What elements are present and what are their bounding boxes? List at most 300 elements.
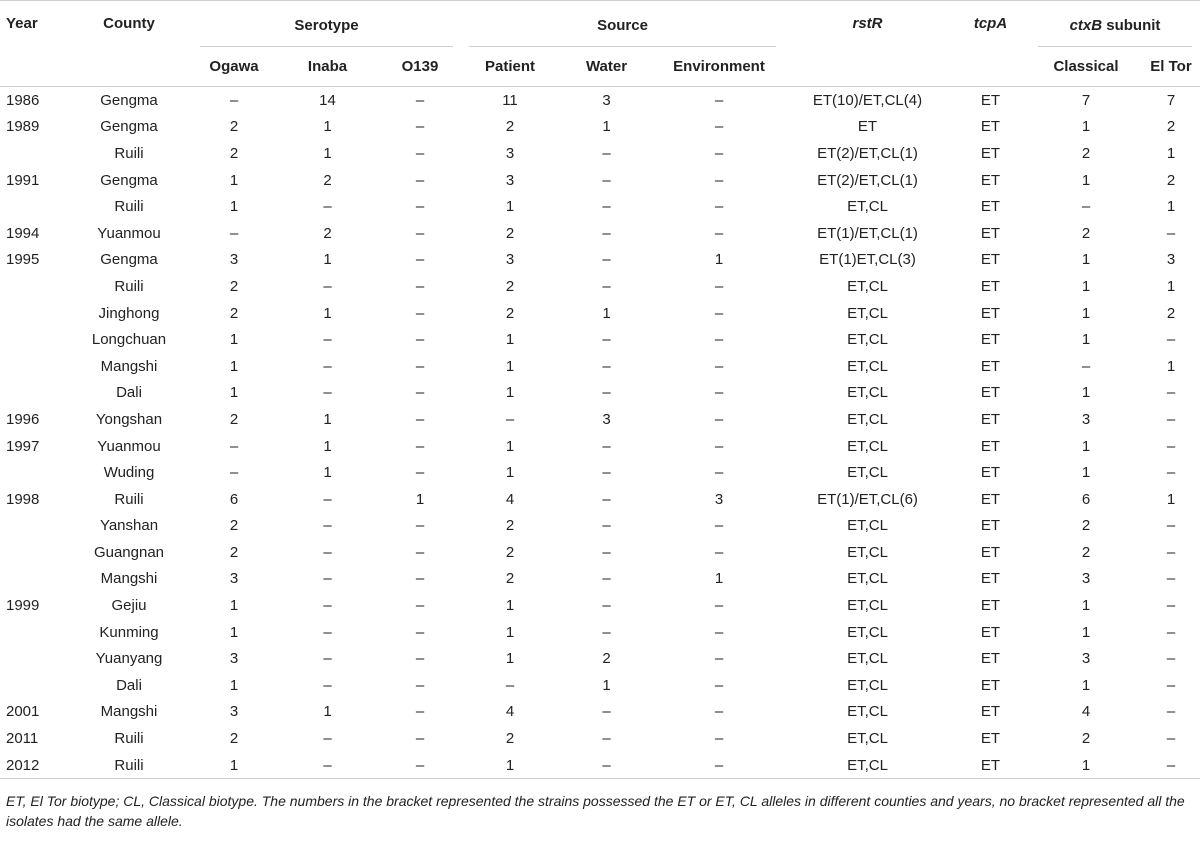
table-row xyxy=(0,699,1200,726)
cell-patient: 2 xyxy=(505,118,515,136)
cell-inaba: 1 xyxy=(323,118,332,136)
table-row xyxy=(0,752,1200,779)
cell-county: Gejiu xyxy=(111,597,147,615)
cell-o139: – xyxy=(415,144,425,162)
cell-o139: – xyxy=(379,752,461,779)
cell-tcpa: ET xyxy=(980,384,1001,402)
cell-county: Ruili xyxy=(66,752,192,779)
cell-ogawa: 2 xyxy=(229,144,239,162)
cell-water: – xyxy=(602,437,611,455)
cell-patient: 1 xyxy=(505,437,515,455)
cell-ctxb-classical: 3 xyxy=(1081,570,1091,588)
cell-o139: – xyxy=(415,650,425,668)
cell-patient: 11 xyxy=(502,91,518,109)
header-ctxb-gene: ctxB xyxy=(1069,16,1103,34)
cell-water: – xyxy=(602,730,611,748)
cell-inaba: 14 xyxy=(319,91,336,109)
cell-o139: – xyxy=(415,597,425,615)
table-row xyxy=(0,87,1200,114)
cell-tcpa: ET xyxy=(980,410,1001,428)
cell-water: – xyxy=(602,384,611,402)
table-row xyxy=(0,326,1200,353)
cell-tcpa: ET xyxy=(980,224,1001,242)
table-row xyxy=(0,539,1200,566)
cell-tcpa: ET xyxy=(980,331,1001,349)
cell-ogawa: 1 xyxy=(229,623,239,641)
cell-tcpa: ET xyxy=(980,517,1001,535)
cell-inaba: – xyxy=(323,650,332,668)
table-row xyxy=(0,193,1200,220)
cell-ctxb-eltor: – xyxy=(1166,623,1176,641)
cell-year xyxy=(0,353,66,380)
cell-inaba: 2 xyxy=(323,171,332,189)
cell-o139: – xyxy=(415,517,425,535)
cell-county: Ruili xyxy=(114,490,144,508)
cell-o139: – xyxy=(415,251,425,269)
cell-ctxb-classical: 2 xyxy=(1081,224,1091,242)
table-row xyxy=(0,433,1200,460)
cell-county: Yuanmou xyxy=(97,437,161,455)
cell-ctxb-eltor: 2 xyxy=(1166,171,1176,189)
cell-inaba: 1 xyxy=(323,437,332,455)
cell-inaba: 1 xyxy=(323,144,332,162)
cell-water: 1 xyxy=(602,304,611,322)
header-serotype-group xyxy=(192,5,461,47)
header-ctxb xyxy=(1038,6,1192,47)
cell-tcpa: ET xyxy=(980,357,1001,375)
cell-environment: – xyxy=(714,437,724,455)
cell-ctxb-classical: 3 xyxy=(1081,410,1091,428)
cell-inaba: – xyxy=(323,517,332,535)
cell-ctxb-classical: 1 xyxy=(1081,437,1091,455)
cell-o139: – xyxy=(415,171,425,189)
cell-patient: 3 xyxy=(505,144,515,162)
header-inaba: Inaba xyxy=(307,58,348,75)
cell-tcpa: ET xyxy=(980,118,1001,136)
cell-county: Longchuan xyxy=(91,331,167,349)
cell-rstr: ET,CL xyxy=(847,277,888,295)
cell-ctxb-eltor: – xyxy=(1166,464,1176,482)
cell-rstr: ET,CL xyxy=(847,517,888,535)
cell-environment: – xyxy=(714,357,724,375)
cell-environment: – xyxy=(714,384,724,402)
cell-ctxb-classical: 1 xyxy=(1081,623,1091,641)
cell-rstr: ET,CL xyxy=(847,703,888,721)
cell-ctxb-eltor: – xyxy=(1142,752,1200,779)
cell-ctxb-classical: – xyxy=(1081,198,1091,216)
cell-environment: – xyxy=(714,464,724,482)
table-footnote: ET, El Tor biotype; CL, Classical biotype. The numbers in the bracket represented the strains possessed the ET or ET, CL alleles in different counties and years, no bracket represented all the isolates had the same allele. xyxy=(6,793,1185,830)
cell-ogawa: – xyxy=(229,91,239,109)
cell-inaba: – xyxy=(323,277,332,295)
header-o139: O139 xyxy=(401,58,439,75)
cell-ctxb-eltor: – xyxy=(1166,703,1176,721)
cell-o139: – xyxy=(415,730,425,748)
cell-tcpa: ET xyxy=(951,752,1030,779)
cell-ctxb-eltor: – xyxy=(1166,437,1176,455)
cell-water: – xyxy=(602,543,611,561)
cell-water: – xyxy=(602,464,611,482)
cell-patient: 2 xyxy=(505,730,515,748)
header-ctxb-suffix: subunit xyxy=(1102,16,1161,34)
cell-inaba: – xyxy=(323,676,332,694)
cell-tcpa: ET xyxy=(980,171,1001,189)
cell-ogawa: 2 xyxy=(229,304,239,322)
cell-inaba: – xyxy=(323,490,332,508)
cell-ogawa: 2 xyxy=(229,118,239,136)
cell-ctxb-classical: 2 xyxy=(1081,730,1091,748)
cell-county: Gengma xyxy=(100,251,158,269)
cell-ctxb-eltor: – xyxy=(1166,597,1176,615)
cell-county: Yanshan xyxy=(99,517,159,535)
cell-county: Gengma xyxy=(100,171,158,189)
cell-rstr: ET,CL xyxy=(847,464,888,482)
cell-ctxb-classical: 1 xyxy=(1030,752,1142,779)
cell-ctxb-classical: 2 xyxy=(1081,144,1091,162)
cell-year: 1995 xyxy=(6,251,40,269)
cell-year: 2011 xyxy=(6,730,39,748)
cell-year xyxy=(0,273,66,300)
cell-ctxb-eltor: – xyxy=(1166,730,1176,748)
cell-o139: – xyxy=(415,384,425,402)
cell-ctxb-classical: 1 xyxy=(1081,277,1091,295)
cell-ogawa: – xyxy=(229,224,239,242)
cell-water: – xyxy=(602,623,611,641)
cell-ctxb-classical: 4 xyxy=(1081,703,1091,721)
cell-county: Ruili xyxy=(114,277,144,295)
cell-inaba: – xyxy=(323,357,332,375)
cell-inaba: 1 xyxy=(323,251,332,269)
cell-year xyxy=(0,300,66,327)
cell-year: 1994 xyxy=(6,224,40,242)
cell-patient: 1 xyxy=(505,198,515,216)
table-row xyxy=(0,247,1200,274)
cell-water: 3 xyxy=(602,410,611,428)
cell-ctxb-classical: 1 xyxy=(1081,597,1091,615)
cell-ctxb-eltor: – xyxy=(1166,384,1176,402)
table-row xyxy=(0,273,1200,300)
cell-year: 1991 xyxy=(6,171,40,189)
cell-environment: – xyxy=(714,304,724,322)
cell-ctxb-eltor: 1 xyxy=(1166,198,1176,216)
table-row xyxy=(0,566,1200,593)
cell-water: 1 xyxy=(602,676,611,694)
cell-inaba: 1 xyxy=(323,703,332,721)
cell-rstr: ET(2)/ET,CL(1) xyxy=(817,171,918,189)
cell-county: Yuanyang xyxy=(95,650,163,668)
cell-year xyxy=(0,459,66,486)
cell-patient: 2 xyxy=(505,517,515,535)
cell-inaba: – xyxy=(323,730,332,748)
cell-environment: – xyxy=(714,118,724,136)
cell-ogawa: 1 xyxy=(229,357,239,375)
cell-rstr: ET(1)ET,CL(3) xyxy=(819,251,916,269)
cell-patient: 3 xyxy=(505,251,515,269)
cell-ctxb-classical: 6 xyxy=(1081,490,1091,508)
cell-county: Mangshi xyxy=(100,570,158,588)
cell-year xyxy=(0,619,66,646)
cell-o139: 1 xyxy=(415,490,425,508)
cell-rstr: ET(2)/ET,CL(1) xyxy=(817,144,918,162)
cell-environment: 3 xyxy=(714,490,724,508)
cell-year xyxy=(0,566,66,593)
header-serotype: Serotype xyxy=(200,6,453,47)
table-row xyxy=(0,140,1200,167)
cell-patient: 1 xyxy=(461,752,559,779)
cell-ctxb-eltor: 1 xyxy=(1166,144,1176,162)
cell-water: – xyxy=(602,198,611,216)
cell-ctxb-classical: 1 xyxy=(1081,384,1091,402)
cell-environment: – xyxy=(714,277,724,295)
cell-environment: – xyxy=(714,623,724,641)
cell-environment: 1 xyxy=(714,570,724,588)
cell-water: – xyxy=(602,703,611,721)
table-row xyxy=(0,220,1200,247)
cell-water: – xyxy=(602,517,611,535)
cell-rstr: ET,CL xyxy=(847,543,888,561)
cell-environment: – xyxy=(714,730,724,748)
table-row xyxy=(0,167,1200,194)
cell-o139: – xyxy=(415,543,425,561)
cell-county: Yongshan xyxy=(95,410,163,428)
cell-water: – xyxy=(602,277,611,295)
cell-ctxb-eltor: – xyxy=(1166,331,1176,349)
cell-patient: 3 xyxy=(505,171,515,189)
cell-county: Dali xyxy=(116,384,142,402)
cell-tcpa: ET xyxy=(980,650,1001,668)
cell-water: – xyxy=(602,251,611,269)
cell-ogawa: 1 xyxy=(229,597,239,615)
cell-year xyxy=(0,380,66,407)
table-row xyxy=(0,114,1200,141)
cell-ctxb-eltor: – xyxy=(1166,224,1176,242)
cell-year: 2012 xyxy=(0,752,66,779)
cell-environment: – xyxy=(714,331,724,349)
cell-county: Gengma xyxy=(100,91,158,109)
header-environment: Environment xyxy=(673,58,765,75)
cell-o139: – xyxy=(415,91,425,109)
cell-ogawa: 1 xyxy=(229,676,239,694)
table-row xyxy=(0,459,1200,486)
table-body xyxy=(0,87,1200,779)
cell-rstr: ET,CL xyxy=(847,331,888,349)
cell-water: 3 xyxy=(602,91,611,109)
cell-tcpa: ET xyxy=(980,91,1001,109)
cell-o139: – xyxy=(415,437,425,455)
cell-rstr: ET,CL xyxy=(847,570,888,588)
header-source: Source xyxy=(469,6,776,47)
cell-inaba: – xyxy=(276,752,379,779)
cell-environment: – xyxy=(654,752,784,779)
cell-inaba: – xyxy=(323,597,332,615)
cell-environment: – xyxy=(714,224,724,242)
cell-ctxb-eltor: – xyxy=(1166,650,1176,668)
cell-environment: – xyxy=(714,171,724,189)
cell-o139: – xyxy=(415,676,425,694)
cell-ctxb-eltor: 2 xyxy=(1166,118,1176,136)
cell-ctxb-classical: 1 xyxy=(1081,304,1091,322)
cell-environment: – xyxy=(714,198,724,216)
cell-environment: – xyxy=(714,597,724,615)
cell-water: – xyxy=(602,144,611,162)
cell-ogawa: 2 xyxy=(229,517,239,535)
cell-water: – xyxy=(602,570,611,588)
cell-inaba: – xyxy=(323,570,332,588)
cell-tcpa: ET xyxy=(980,597,1001,615)
cell-environment: 1 xyxy=(714,251,724,269)
cell-ogawa: 1 xyxy=(229,331,239,349)
table-row xyxy=(0,725,1200,752)
cell-tcpa: ET xyxy=(980,676,1001,694)
cell-county: Wuding xyxy=(103,464,155,482)
cell-inaba: 1 xyxy=(323,464,332,482)
cell-tcpa: ET xyxy=(980,490,1001,508)
cell-year xyxy=(0,140,66,167)
cell-ogawa: – xyxy=(229,464,239,482)
cell-environment: – xyxy=(714,676,724,694)
cell-tcpa: ET xyxy=(980,277,1001,295)
cell-tcpa: ET xyxy=(980,730,1001,748)
cell-ogawa: 1 xyxy=(229,384,239,402)
cell-water: – xyxy=(602,357,611,375)
cell-inaba: 2 xyxy=(323,224,332,242)
cell-environment: – xyxy=(714,543,724,561)
cell-o139: – xyxy=(415,118,425,136)
header-classical: Classical xyxy=(1053,58,1119,75)
cell-ctxb-eltor: – xyxy=(1166,517,1176,535)
cell-tcpa: ET xyxy=(980,570,1001,588)
cell-year: 1998 xyxy=(6,490,40,508)
cell-rstr: ET,CL xyxy=(847,730,888,748)
cell-inaba: – xyxy=(323,384,332,402)
cell-county: Jinghong xyxy=(98,304,160,322)
cell-county: Mangshi xyxy=(100,357,158,375)
cell-water: 1 xyxy=(602,118,611,136)
cell-county: Mangshi xyxy=(100,703,158,721)
cell-county: Guangnan xyxy=(93,543,165,561)
cell-ctxb-classical: 3 xyxy=(1081,650,1091,668)
cell-patient: 2 xyxy=(505,543,515,561)
cell-ctxb-classical: 1 xyxy=(1081,331,1091,349)
cell-ogawa: 2 xyxy=(229,410,239,428)
cell-rstr: ET,CL xyxy=(847,623,888,641)
cell-tcpa: ET xyxy=(980,543,1001,561)
cell-ctxb-eltor: – xyxy=(1166,410,1176,428)
cell-ctxb-classical: 2 xyxy=(1081,517,1091,535)
table-row xyxy=(0,513,1200,540)
header-ogawa: Ogawa xyxy=(209,58,259,75)
cell-tcpa: ET xyxy=(980,251,1001,269)
cell-ogawa: 2 xyxy=(229,543,239,561)
table-row xyxy=(0,380,1200,407)
cell-ctxb-classical: 2 xyxy=(1081,543,1091,561)
cell-inaba: 1 xyxy=(323,410,332,428)
cell-patient: 1 xyxy=(505,597,515,615)
cell-rstr: ET,CL xyxy=(847,650,888,668)
cell-o139: – xyxy=(415,410,425,428)
cell-year: 1996 xyxy=(6,410,40,428)
cell-tcpa: ET xyxy=(980,144,1001,162)
cell-patient: 1 xyxy=(505,384,515,402)
cell-o139: – xyxy=(415,198,425,216)
cell-environment: – xyxy=(714,410,724,428)
cell-water: – xyxy=(602,224,611,242)
table-row xyxy=(0,672,1200,699)
cell-ctxb-classical: – xyxy=(1081,357,1091,375)
cell-ctxb-classical: 1 xyxy=(1081,251,1091,269)
cell-inaba: 1 xyxy=(323,304,332,322)
cell-ctxb-eltor: – xyxy=(1166,676,1176,694)
cell-rstr: ET,CL xyxy=(847,410,888,428)
cell-tcpa: ET xyxy=(980,304,1001,322)
cell-patient: 2 xyxy=(505,277,515,295)
cell-year: 1997 xyxy=(6,437,40,455)
cell-o139: – xyxy=(415,464,425,482)
cell-tcpa: ET xyxy=(980,464,1001,482)
cell-county: Gengma xyxy=(100,118,158,136)
cell-o139: – xyxy=(415,277,425,295)
cell-year xyxy=(0,645,66,672)
cell-year: 2001 xyxy=(6,703,40,721)
cell-ctxb-eltor: 1 xyxy=(1166,357,1176,375)
cell-environment: – xyxy=(714,91,724,109)
header-county: County xyxy=(103,15,155,32)
cell-ctxb-eltor: 1 xyxy=(1166,277,1176,295)
cell-water: – xyxy=(602,171,611,189)
cell-ctxb-classical: 7 xyxy=(1081,91,1091,109)
cell-water: – xyxy=(602,597,611,615)
cell-rstr: ET,CL xyxy=(847,357,888,375)
cell-inaba: – xyxy=(323,623,332,641)
cell-rstr: ET,CL xyxy=(847,198,888,216)
cell-ctxb-classical: 1 xyxy=(1081,171,1091,189)
cell-rstr: ET(10)/ET,CL(4) xyxy=(812,91,923,109)
cell-ctxb-eltor: 3 xyxy=(1166,251,1176,269)
header-source-group xyxy=(461,5,784,47)
cell-year xyxy=(0,513,66,540)
cell-o139: – xyxy=(415,224,425,242)
cell-ogawa: 2 xyxy=(229,277,239,295)
table-row xyxy=(0,353,1200,380)
cell-ogawa: 2 xyxy=(229,730,239,748)
cell-county: Dali xyxy=(116,676,142,694)
cell-patient: – xyxy=(505,676,515,694)
cell-ogawa: 6 xyxy=(229,490,239,508)
cell-patient: 1 xyxy=(505,650,515,668)
cell-patient: 1 xyxy=(505,331,515,349)
cell-rstr: ET,CL xyxy=(847,384,888,402)
table-header xyxy=(0,1,1200,87)
header-water: Water xyxy=(585,58,628,75)
cell-inaba: – xyxy=(323,331,332,349)
cell-tcpa: ET xyxy=(980,703,1001,721)
cell-patient: 1 xyxy=(505,357,515,375)
cell-county: Kunming xyxy=(99,623,159,641)
cell-ctxb-eltor: – xyxy=(1166,570,1176,588)
cell-year xyxy=(0,539,66,566)
header-tcpa: tcpA xyxy=(973,15,1008,32)
cell-patient: 2 xyxy=(505,224,515,242)
cell-water: – xyxy=(602,331,611,349)
cell-patient: 1 xyxy=(505,623,515,641)
table-row xyxy=(0,300,1200,327)
cell-ctxb-classical: 1 xyxy=(1081,676,1091,694)
header-eltor: El Tor xyxy=(1150,58,1192,75)
cell-rstr: ET,CL xyxy=(784,752,951,779)
cell-rstr: ET,CL xyxy=(847,597,888,615)
cell-year xyxy=(0,326,66,353)
cell-county: Yuanmou xyxy=(97,224,161,242)
